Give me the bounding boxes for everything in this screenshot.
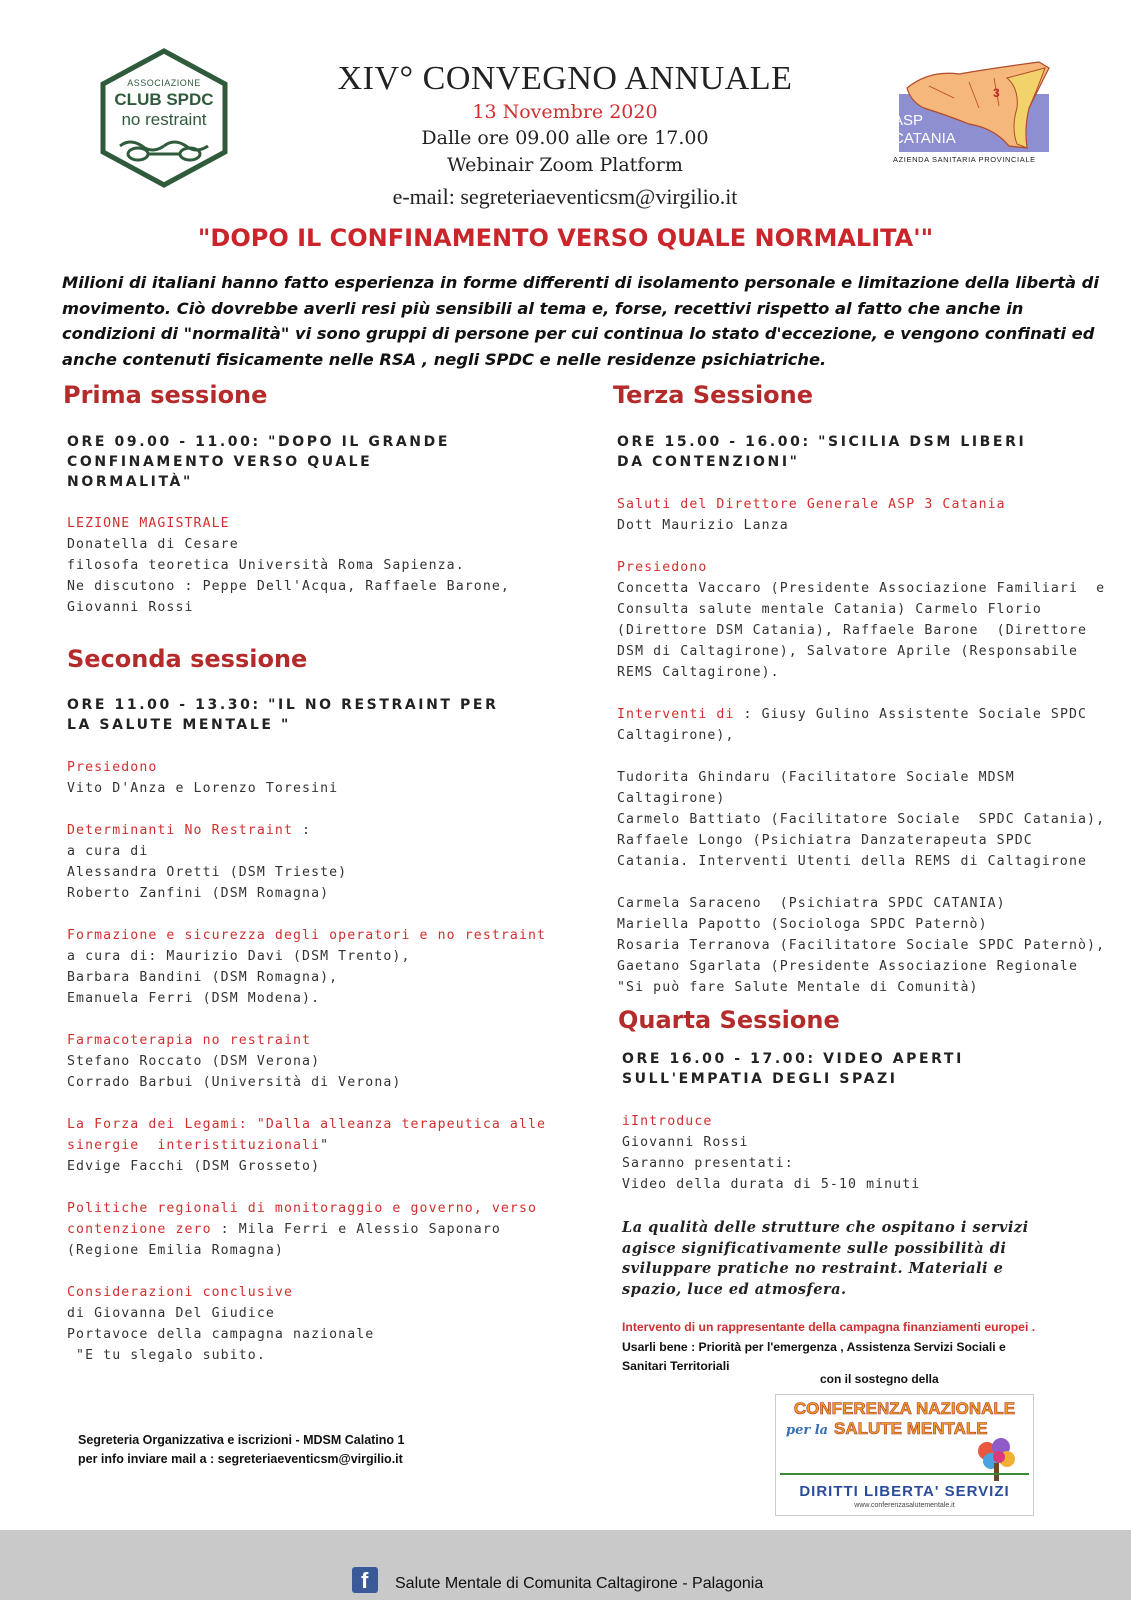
sponsor-line-2a: per la xyxy=(786,1423,829,1438)
session-3-line: Catania. Interventi Utenti della REMS di Caltagirone xyxy=(617,854,1088,869)
session-4-note-line-2: Sanitari Territoriali xyxy=(622,1359,730,1373)
session-4-quote: La qualità delle strutture che ospitano i servizi agisce significativamente sulle possibilità di sviluppare pratiche no restraint. Materiali e spazio, luce ed atmosfera. xyxy=(622,1219,1029,1299)
session-2-label-suffix: : xyxy=(293,823,312,838)
session-3-line: Carmelo Battiato (Facilitatore Sociale SPDC Catania), xyxy=(617,812,1106,827)
session-2-label-suffix: : Mila Ferri e Alessio Saponaro xyxy=(211,1222,501,1237)
session-3-label: Interventi di xyxy=(617,707,735,722)
session-2-line: Barbara Bandini (DSM Romagna), xyxy=(67,970,339,985)
sponsor-line-2b: SALUTE MENTALE xyxy=(834,1419,988,1438)
sponsor-line-3: DIRITTI LIBERTA' SERVIZI xyxy=(799,1483,1010,1500)
headline: "DOPO IL CONFINAMENTO VERSO QUALE NORMALITA'" xyxy=(197,224,934,252)
session-2-line: Roberto Zanfini (DSM Romagna) xyxy=(67,886,330,901)
session-2-line: a cura di xyxy=(67,844,149,859)
tree-icon xyxy=(971,1435,1021,1483)
session-1-line: Giovanni Rossi xyxy=(67,600,194,615)
session-2-line: (Regione Emilia Romagna) xyxy=(67,1243,284,1258)
session-4-note-line-1: Usarli bene : Priorità per l'emergenza , Assistenza Servizi Sociali e xyxy=(622,1340,1006,1354)
session-2-line: Stefano Roccato (DSM Verona) xyxy=(67,1054,321,1069)
session-1-line: Donatella di Cesare xyxy=(67,537,239,552)
sponsor-line-1: CONFERENZA NAZIONALE xyxy=(793,1399,1016,1418)
session-2-line: di Giovanna Del Giudice xyxy=(67,1306,275,1321)
session-3-body xyxy=(617,494,1105,998)
session-1-line: filosofa teoretica Università Roma Sapienza. xyxy=(67,558,465,573)
session-3-line: "Si può fare Salute Mentale di Comunità) xyxy=(617,980,979,995)
session-2-label-suffix: " xyxy=(320,1138,330,1153)
session-2-label: Considerazioni conclusive xyxy=(67,1285,293,1300)
logo-club-text: CLUB SPDC xyxy=(114,90,214,109)
session-3-line: Mariella Papotto (Sociologa SPDC Paternò) xyxy=(617,917,988,932)
secretariat-line-2: per info inviare mail a : segreteriaeventicsm@virgilio.it xyxy=(78,1452,403,1466)
session-2-line: Portavoce della campagna nazionale xyxy=(67,1327,375,1342)
session-2-line: a cura di: Maurizio Davi (DSM Trento), xyxy=(67,949,411,964)
session-1-label: LEZIONE MAGISTRALE xyxy=(67,516,230,531)
conference-email: e-mail: segreteriaeventicsm@virgilio.it xyxy=(392,184,738,209)
facebook-icon[interactable]: f xyxy=(352,1567,378,1593)
session-3-line: Gaetano Sgarlata (Presidente Associazione Regionale xyxy=(617,959,1079,974)
conference-title: XIV° CONVEGNO ANNUALE xyxy=(337,60,793,97)
session-3-label-suffix: : Giusy Gulino Assistente Sociale SPDC xyxy=(734,707,1088,722)
session-4-time: ORE 16.00 - 17.00: VIDEO APERTI SULL'EMPATIA DEGLI SPAZI xyxy=(622,1051,964,1087)
session-3-line: DSM di Caltagirone), Salvatore Aprile (Responsabile xyxy=(617,644,1079,659)
footer-facebook-page[interactable]: Salute Mentale di Comunita Caltagirone - Palagonia xyxy=(395,1575,764,1592)
session-2-line: Emanuela Ferri (DSM Modena). xyxy=(67,991,321,1006)
asp-catania-logo xyxy=(893,58,1063,168)
session-3-time: ORE 15.00 - 16.00: "SICILIA DSM LIBERI DA CONTENZIONI" xyxy=(617,434,1027,470)
session-1-line: Ne discutono : Peppe Dell'Acqua, Raffaele Barone, xyxy=(67,579,510,594)
session-2-line: Corrado Barbui (Università di Verona) xyxy=(67,1075,402,1090)
session-2-line: "E tu slegalo subito. xyxy=(67,1348,266,1363)
sponsor-green-rule xyxy=(780,1473,1029,1475)
club-spdc-logo xyxy=(98,48,230,188)
session-4-body xyxy=(622,1111,920,1195)
logo-association-text: ASSOCIAZIONE xyxy=(127,78,201,88)
asp-caption: AZIENDA SANITARIA PROVINCIALE xyxy=(893,155,1036,164)
intro-paragraph: Milioni di italiani hanno fatto esperienza in forme differenti di isolamento personale e limitazione della libertà di movimento. Ciò dovrebbe averli resi più sensibili al tema e, forse, recettivi rispetto al fatto che anche in condizioni di "normalità" vi sono gruppi di persone per cui continua lo stato d'eccezione, e vengono confinati ed anche contenuti fisicamente nelle RSA , negli SPDC e nelle residenze psichiatriche. xyxy=(62,273,1099,369)
session-3-label: Saluti del Direttore Generale ASP 3 Catania xyxy=(617,497,1006,512)
session-3-line: Carmela Saraceno (Psichiatra SPDC CATANIA) xyxy=(617,896,1006,911)
session-2-label: Formazione e sicurezza degli operatori e no restraint xyxy=(67,928,547,943)
session-2-label: sinergie interistituzionali xyxy=(67,1138,321,1153)
logo-no-restraint-text: no restraint xyxy=(121,110,207,129)
session-4-title: Quarta Sessione xyxy=(618,1006,840,1034)
session-1-body xyxy=(67,513,510,618)
sponsor-url: www.conferenzasalutementale.it xyxy=(854,1502,955,1509)
conference-platform: Webinair Zoom Platform xyxy=(447,154,683,176)
session-1-title: Prima sessione xyxy=(63,381,268,409)
session-2-line: Vito D'Anza e Lorenzo Toresini xyxy=(67,781,339,796)
session-4-line: Video della durata di 5-10 minuti xyxy=(622,1177,921,1192)
session-4-line: Giovanni Rossi xyxy=(622,1135,749,1150)
session-4-label: iIntroduce xyxy=(622,1114,713,1129)
session-3-line: Caltagirone), xyxy=(617,728,735,743)
session-2-time: ORE 11.00 - 13.30: "IL NO RESTRAINT PER LA SALUTE MENTALE " xyxy=(67,697,499,733)
session-2-label: Farmacoterapia no restraint xyxy=(67,1033,312,1048)
secretariat-line-1: Segreteria Organizzativa e iscrizioni - MDSM Calatino 1 xyxy=(78,1433,405,1447)
asp-line1: ASP xyxy=(893,112,924,129)
session-3-line: Rosaria Terranova (Facilitatore Sociale SPDC Paternò), xyxy=(617,938,1106,953)
session-2-label: contenzione zero xyxy=(67,1222,212,1237)
conference-date: 13 Novembre 2020 xyxy=(472,101,658,123)
session-3-line: Tudorita Ghindaru (Facilitatore Sociale MDSM xyxy=(617,770,1015,785)
session-2-label: La Forza dei Legami: "Dalla alleanza terapeutica alle xyxy=(67,1117,547,1132)
session-3-line: (Direttore DSM Catania), Raffaele Barone (Direttore xyxy=(617,623,1088,638)
asp-line2: CATANIA xyxy=(893,130,956,147)
session-3-label: Presiedono xyxy=(617,560,708,575)
session-4-note-red: Intervento di un rappresentante della campagna finanziamenti europei . xyxy=(622,1320,1036,1334)
session-3-line: Concetta Vaccaro (Presidente Associazione Familiari e xyxy=(617,581,1106,596)
session-2-title: Seconda sessione xyxy=(67,645,308,673)
session-2-label: Politiche regionali di monitoraggio e governo, verso xyxy=(67,1201,538,1216)
conference-hours: Dalle ore 09.00 alle ore 17.00 xyxy=(421,127,709,149)
asp-number: 3 xyxy=(993,86,1000,100)
session-3-line: Caltagirone) xyxy=(617,791,726,806)
session-3-line: Consulta salute mentale Catania) Carmelo Florio xyxy=(617,602,1042,617)
conferenza-nazionale-logo xyxy=(775,1394,1034,1516)
session-2-line: Alessandra Oretti (DSM Trieste) xyxy=(67,865,348,880)
session-3-line: Dott Maurizio Lanza xyxy=(617,518,789,533)
session-1-time: ORE 09.00 - 11.00: "DOPO IL GRANDE CONFINAMENTO VERSO QUALE NORMALITÀ" xyxy=(67,434,450,490)
session-3-line: REMS Caltagirone). xyxy=(617,665,780,680)
sponsor-caption: con il sostegno della xyxy=(820,1372,939,1386)
session-2-label: Presiedono xyxy=(67,760,158,775)
session-4-line: Saranno presentati: xyxy=(622,1156,794,1171)
session-3-line: Raffaele Longo (Psichiatra Danzaterapeuta SPDC xyxy=(617,833,1033,848)
session-3-title: Terza Sessione xyxy=(613,381,814,409)
session-2-body xyxy=(67,757,546,1366)
session-2-line: Edvige Facchi (DSM Grosseto) xyxy=(67,1159,321,1174)
session-2-label: Determinanti No Restraint xyxy=(67,823,293,838)
